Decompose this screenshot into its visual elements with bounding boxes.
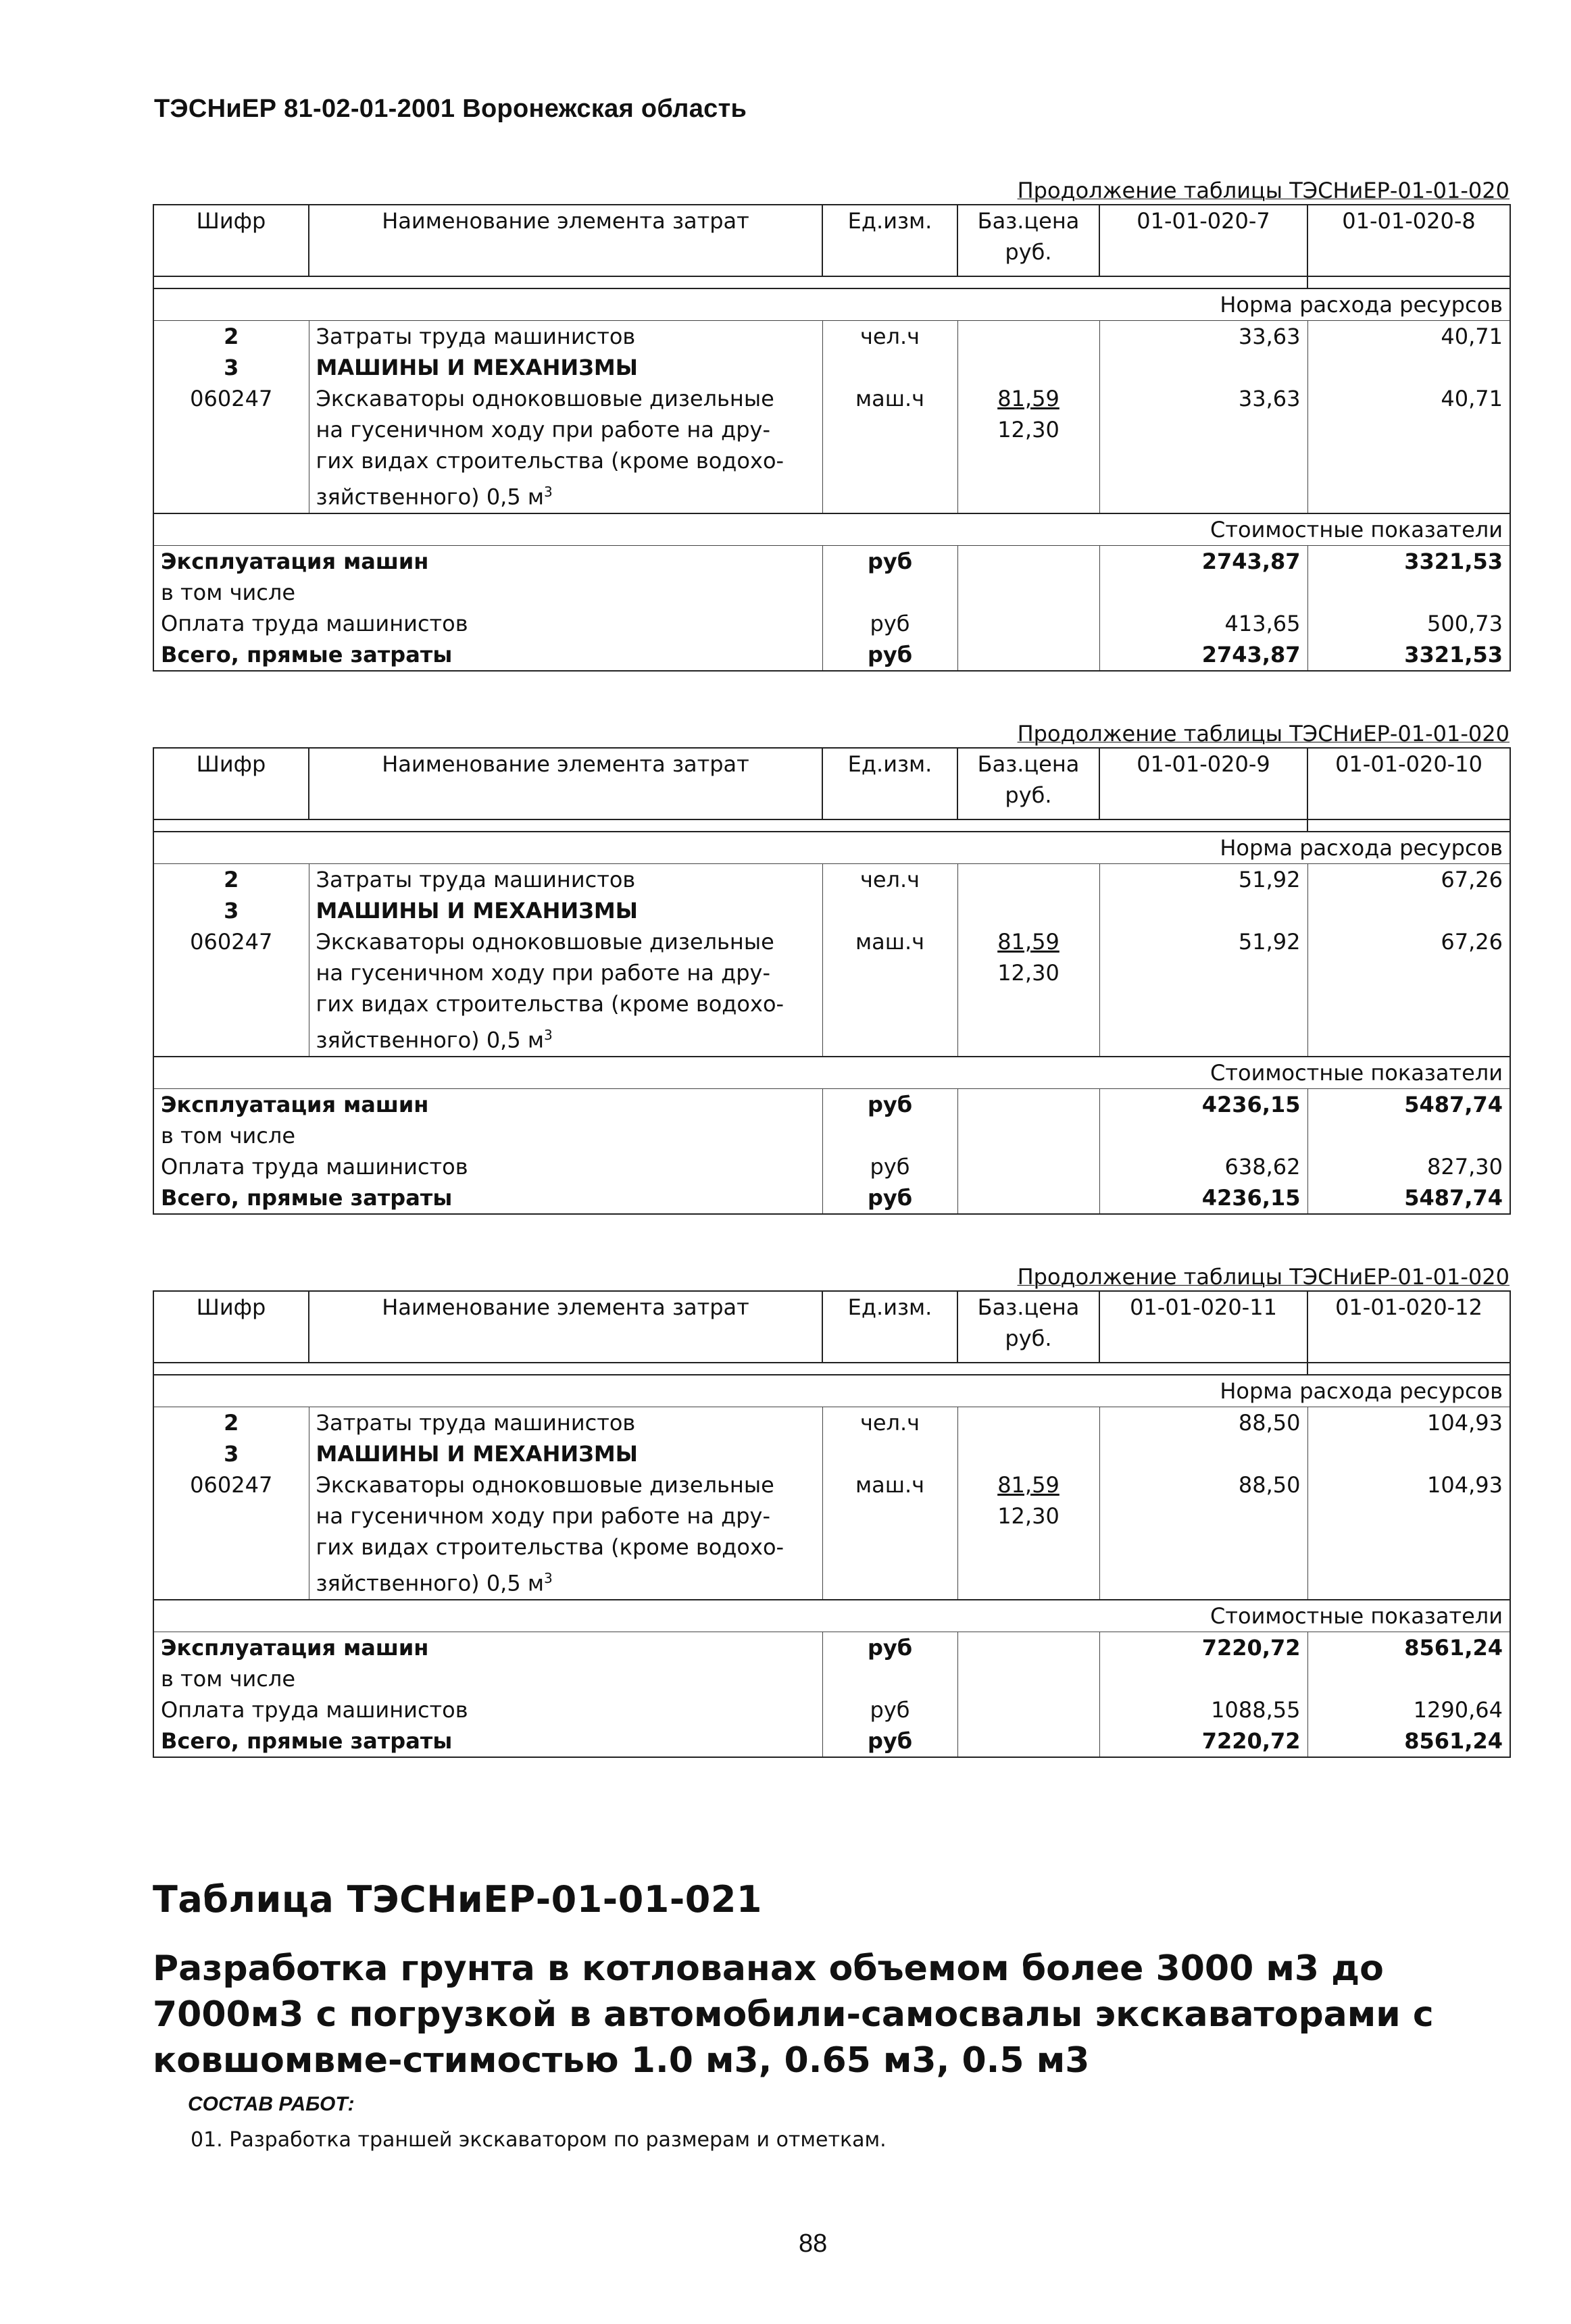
row-value-a: 33,63 — [1099, 321, 1307, 353]
row-name: Экскаваторы одноковшовые дизельные на гусеничном ходу при работе на дру- гих видах строительства (кроме водохо- зяйственного) 0,5 $м^3$ — [309, 926, 822, 1057]
cost-section-row — [153, 1057, 1510, 1089]
row-value-a: 88,50 — [1099, 1407, 1307, 1439]
row-name: Всего, прямые затраты — [153, 1725, 822, 1757]
row-code: 2 — [153, 864, 309, 896]
page-number: 88 — [799, 2229, 828, 2258]
row-unit: руб — [822, 639, 957, 671]
row-name: МАШИНЫ И МЕХАНИЗМЫ — [309, 895, 822, 926]
table-row — [153, 1407, 1510, 1439]
row-name: Эксплуатация машин — [153, 1632, 822, 1663]
table-row — [153, 352, 1510, 383]
norm-table-block — [153, 720, 1510, 1215]
col-name-header: Наименование элемента затрат — [309, 205, 822, 276]
col-code-header: Шифр — [153, 748, 309, 819]
row-value-b: 827,30 — [1307, 1151, 1510, 1182]
row-name: в том числе — [153, 1120, 822, 1151]
table-row — [153, 1438, 1510, 1469]
row-value-b: 3321,53 — [1307, 639, 1510, 671]
table-row — [153, 383, 1510, 513]
row-value-b: 104,93 — [1307, 1469, 1510, 1600]
row-name: Экскаваторы одноковшовые дизельные на гусеничном ходу при работе на дру- гих видах строительства (кроме водохо- зяйственного) 0,5 $м^3$ — [309, 1469, 822, 1600]
row-value-b: 1290,64 — [1307, 1694, 1510, 1725]
row-unit: чел.ч — [822, 1407, 957, 1439]
row-name: Оплата труда машинистов — [153, 1151, 822, 1182]
table-header-row — [153, 205, 1510, 276]
table-row — [153, 1182, 1510, 1214]
table-row — [153, 1632, 1510, 1663]
table-row — [153, 639, 1510, 671]
row-unit: маш.ч — [822, 1469, 957, 1600]
row-unit: руб — [822, 608, 957, 639]
norm-section-label: Норма расхода ресурсов — [153, 1375, 1510, 1407]
row-value-b: 40,71 — [1307, 383, 1510, 513]
row-name: Всего, прямые затраты — [153, 639, 822, 671]
table-row — [153, 895, 1510, 926]
table-row — [153, 1088, 1510, 1120]
row-name: Эксплуатация машин — [153, 1088, 822, 1120]
norm-section-label: Норма расхода ресурсов — [153, 832, 1510, 864]
cost-section-row — [153, 513, 1510, 546]
row-unit: руб — [822, 1694, 957, 1725]
row-value-b: 104,93 — [1307, 1407, 1510, 1439]
table-row — [153, 1663, 1510, 1694]
row-unit: руб — [822, 1725, 957, 1757]
row-price: 81,59 12,30 — [957, 1469, 1099, 1600]
col-code-header: Шифр — [153, 1291, 309, 1363]
col-a-header: 01-01-020-9 — [1099, 748, 1307, 819]
row-value-a: 4236,15 — [1099, 1182, 1307, 1214]
row-name: МАШИНЫ И МЕХАНИЗМЫ — [309, 352, 822, 383]
row-value-a: 4236,15 — [1099, 1088, 1307, 1120]
row-value-b: 5487,74 — [1307, 1182, 1510, 1214]
table-row — [153, 577, 1510, 608]
row-value-b: 5487,74 — [1307, 1088, 1510, 1120]
row-value-a: 1088,55 — [1099, 1694, 1307, 1725]
table-row — [153, 1725, 1510, 1757]
row-name: Экскаваторы одноковшовые дизельные на гусеничном ходу при работе на дру- гих видах строительства (кроме водохо- зяйственного) 0,5 $м^3$ — [309, 383, 822, 513]
row-unit: руб — [822, 1632, 957, 1663]
row-name: в том числе — [153, 1663, 822, 1694]
row-price: 81,59 12,30 — [957, 383, 1099, 513]
row-value-a: 33,63 — [1099, 383, 1307, 513]
row-unit: руб — [822, 1088, 957, 1120]
row-value-b: 3321,53 — [1307, 545, 1510, 577]
row-price: 81,59 12,30 — [957, 926, 1099, 1057]
row-name: Затраты труда машинистов — [309, 1407, 822, 1439]
row-name: Оплата труда машинистов — [153, 1694, 822, 1725]
row-unit: чел.ч — [822, 321, 957, 353]
col-name-header: Наименование элемента затрат — [309, 748, 822, 819]
row-code: 3 — [153, 1438, 309, 1469]
row-value-a: 7220,72 — [1099, 1632, 1307, 1663]
norm-section-label: Норма расхода ресурсов — [153, 288, 1510, 321]
row-name: Всего, прямые затраты — [153, 1182, 822, 1214]
row-value-b: 500,73 — [1307, 608, 1510, 639]
col-price-header: Баз.цена руб. — [957, 205, 1099, 276]
row-code: 3 — [153, 895, 309, 926]
row-unit: маш.ч — [822, 926, 957, 1057]
row-value-a: 51,92 — [1099, 926, 1307, 1057]
row-value-a: 2743,87 — [1099, 545, 1307, 577]
row-code: 060247 — [153, 926, 309, 1057]
row-unit: маш.ч — [822, 383, 957, 513]
row-value-a: 7220,72 — [1099, 1725, 1307, 1757]
table-header-row — [153, 1291, 1510, 1363]
table-row — [153, 1694, 1510, 1725]
row-unit: чел.ч — [822, 864, 957, 896]
norm-table — [153, 747, 1511, 1215]
norm-table — [153, 204, 1511, 672]
row-value-b: 8561,24 — [1307, 1632, 1510, 1663]
col-unit-header: Ед.изм. — [822, 748, 957, 819]
page-header: ТЭСНиЕР 81-02-01-2001 Воронежская область — [154, 95, 747, 123]
next-table-subtitle: Разработка грунта в котлованах объемом более 3000 м3 до 7000м3 с погрузкой в автомобили-самосвалы экскаваторами с ковшомвме-стимостью 1.0 м3, 0.65 м3, 0.5 м3 — [153, 1948, 1434, 2081]
col-b-header: 01-01-020-12 — [1307, 1291, 1510, 1363]
row-value-a: 51,92 — [1099, 864, 1307, 896]
row-value-b: 8561,24 — [1307, 1725, 1510, 1757]
row-value-b: 67,26 — [1307, 864, 1510, 896]
col-price-header: Баз.цена руб. — [957, 1291, 1099, 1363]
table-row — [153, 1469, 1510, 1600]
table-row — [153, 864, 1510, 896]
col-name-header: Наименование элемента затрат — [309, 1291, 822, 1363]
row-unit: руб — [822, 1151, 957, 1182]
works-item: 01. Разработка траншей экскаватором по размерам и отметкам. — [191, 2128, 887, 2152]
table-row — [153, 1151, 1510, 1182]
cost-section-label: Стоимостные показатели — [153, 513, 1510, 546]
row-code: 2 — [153, 321, 309, 353]
table-row — [153, 1120, 1510, 1151]
row-name: в том числе — [153, 577, 822, 608]
col-b-header: 01-01-020-10 — [1307, 748, 1510, 819]
cost-section-label: Стоимостные показатели — [153, 1057, 1510, 1089]
table-caption: Продолжение таблицы ТЭСНиЕР-01-01-020 — [1017, 1264, 1510, 1290]
row-value-b: 40,71 — [1307, 321, 1510, 353]
row-value-a: 2743,87 — [1099, 639, 1307, 671]
norm-table-block — [153, 177, 1510, 672]
table-caption: Продолжение таблицы ТЭСНиЕР-01-01-020 — [1017, 721, 1510, 747]
col-unit-header: Ед.изм. — [822, 1291, 957, 1363]
row-unit: руб — [822, 545, 957, 577]
col-b-header: 01-01-020-8 — [1307, 205, 1510, 276]
row-unit: руб — [822, 1182, 957, 1214]
col-code-header: Шифр — [153, 205, 309, 276]
table-header-row — [153, 748, 1510, 819]
col-unit-header: Ед.изм. — [822, 205, 957, 276]
row-value-b: 67,26 — [1307, 926, 1510, 1057]
cost-section-label: Стоимостные показатели — [153, 1600, 1510, 1632]
table-row — [153, 608, 1510, 639]
norm-section-row — [153, 832, 1510, 864]
cost-section-row — [153, 1600, 1510, 1632]
row-name: Затраты труда машинистов — [309, 864, 822, 896]
row-value-a: 88,50 — [1099, 1469, 1307, 1600]
norm-table-block — [153, 1263, 1510, 1758]
row-name: Эксплуатация машин — [153, 545, 822, 577]
row-name: МАШИНЫ И МЕХАНИЗМЫ — [309, 1438, 822, 1469]
table-caption: Продолжение таблицы ТЭСНиЕР-01-01-020 — [1017, 178, 1510, 203]
row-code: 060247 — [153, 1469, 309, 1600]
table-row — [153, 926, 1510, 1057]
row-name: Затраты труда машинистов — [309, 321, 822, 353]
row-code: 060247 — [153, 383, 309, 513]
row-name: Оплата труда машинистов — [153, 608, 822, 639]
col-a-header: 01-01-020-11 — [1099, 1291, 1307, 1363]
row-value-a: 413,65 — [1099, 608, 1307, 639]
norm-section-row — [153, 288, 1510, 321]
row-code: 3 — [153, 352, 309, 383]
table-row — [153, 545, 1510, 577]
norm-table — [153, 1290, 1511, 1758]
row-value-a: 638,62 — [1099, 1151, 1307, 1182]
row-code: 2 — [153, 1407, 309, 1439]
norm-section-row — [153, 1375, 1510, 1407]
col-a-header: 01-01-020-7 — [1099, 205, 1307, 276]
works-label: СОСТАВ РАБОТ: — [188, 2093, 355, 2115]
next-table-title: Таблица ТЭСНиЕР-01-01-021 — [153, 1878, 762, 1921]
table-row — [153, 321, 1510, 353]
col-price-header: Баз.цена руб. — [957, 748, 1099, 819]
